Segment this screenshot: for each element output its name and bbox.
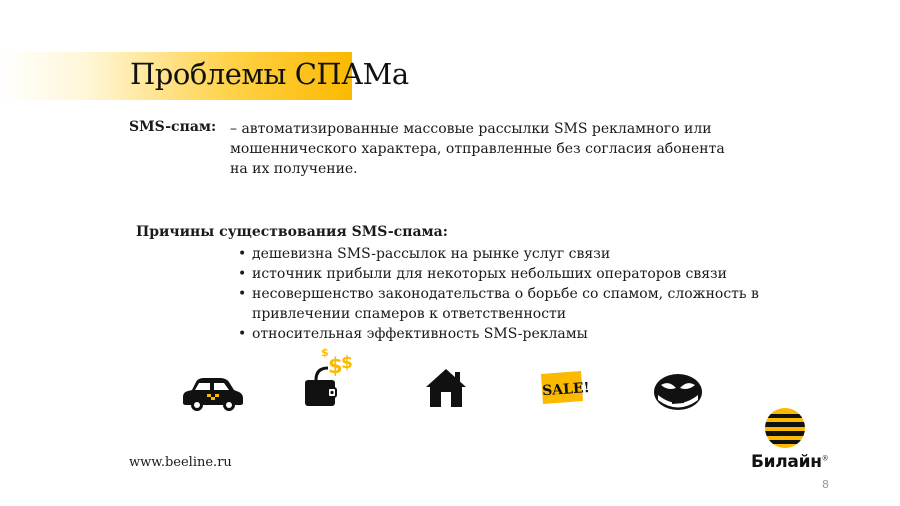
reason-line: привлечении спамеров к ответственности (252, 306, 567, 322)
definition-line: мошеннического характера, отправленные без согласия абонента (230, 141, 725, 157)
reason-line: • дешевизна SMS-рассылок на рынке услуг связи (252, 246, 611, 262)
page-number: 8 (822, 478, 829, 491)
reason-item (238, 264, 758, 284)
footer-url: www.beeline.ru (129, 455, 232, 470)
masked-robber-icon (652, 371, 704, 411)
slide-title: Проблемы СПАМа (130, 57, 409, 91)
definition-line: – автоматизированные массовые рассылки SMS рекламного или (230, 121, 712, 137)
reason-line: • несовершенство законодательства о борьбе со спамом, сложность в (252, 286, 759, 302)
definition-line: на их получение. (230, 161, 358, 177)
reasons-heading: Причины существования SMS-спама: (136, 224, 448, 240)
definition-term: SMS-спам: (129, 119, 217, 135)
taxi-icon (182, 376, 244, 412)
reasons-list (238, 244, 758, 344)
sale-tag-icon (537, 370, 591, 406)
dollar-sign: $ (328, 354, 343, 378)
beeline-logo-text (751, 452, 828, 472)
reason-line: • относительная эффективность SMS-рекламы (252, 326, 588, 342)
definition-text (230, 119, 730, 179)
reason-item (238, 284, 758, 324)
reason-line: • источник прибыли для некоторых небольших операторов связи (252, 266, 728, 282)
house-icon (424, 367, 468, 409)
registered-mark: ® (821, 454, 829, 463)
sale-text: SALE! (541, 380, 591, 400)
dollar-sign: $ (321, 346, 329, 359)
wallet-money-icon (302, 346, 358, 408)
reason-item (238, 244, 758, 264)
dollar-sign: $ (341, 353, 353, 373)
logo-name: Билайн (751, 452, 822, 472)
reason-item (238, 324, 758, 344)
